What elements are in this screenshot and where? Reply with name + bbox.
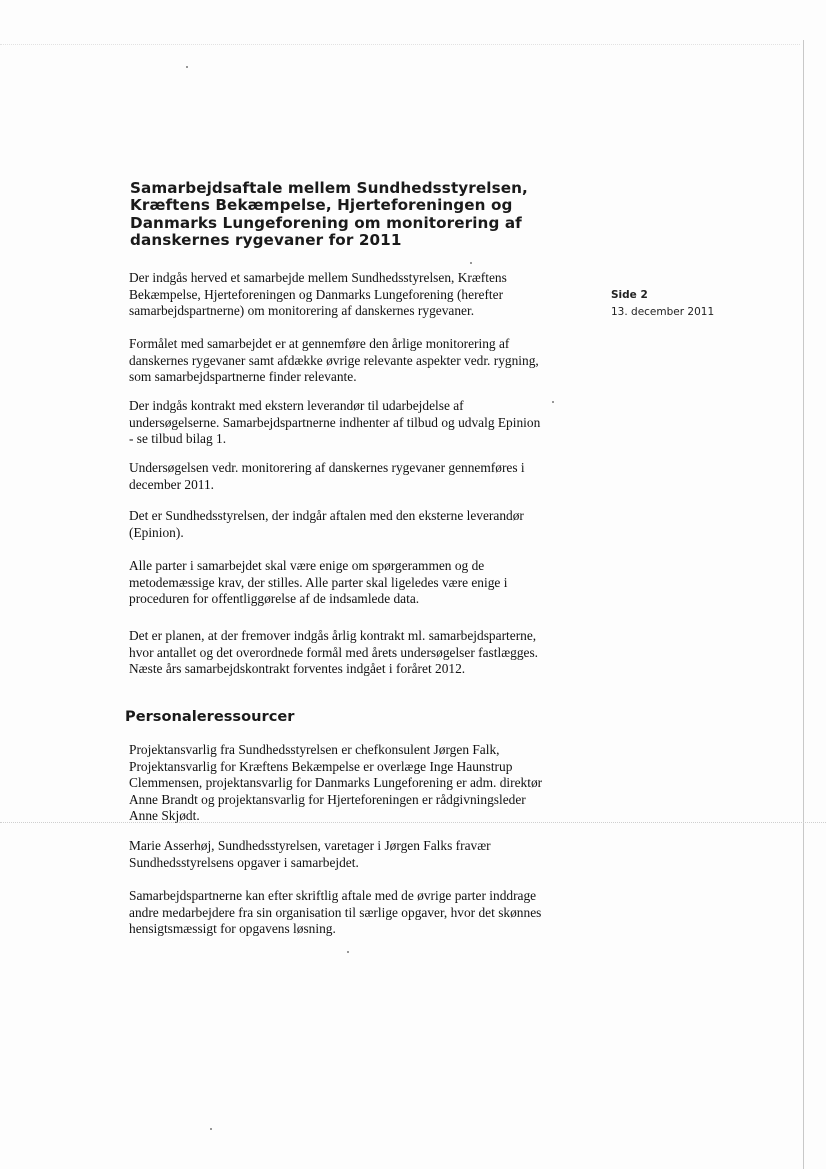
paragraph-parties: Alle parter i samarbejdet skal være enige om spørgerammen og de metodemæssige krav, der stilles. Alle parter skal ligeledes være enige i proceduren for offentliggørelse af de indsamlede data. [129,558,508,607]
scan-artifact-top [0,44,800,46]
paragraph-contract: Der indgås kontrakt med ekstern leverandør til udarbejdelse af undersøgelserne. Samarbejdspartnerne indhenter af tilbud og udvalg Epinion - se tilbud bilag 1. [129,398,541,447]
paragraph-staff: Samarbejdspartnerne kan efter skriftlig aftale med de øvrige parter inddrage andre medarbejdere fra sin organisation til særlige opgaver, hvor det skønnes hensigtsmæssigt for opgavens løsning. [129,888,542,937]
paragraph-substitute: Marie Asserhøj, Sundhedsstyrelsen, varetager i Jørgen Falks fravær Sundhedsstyrelsens opgaver i samarbejdet. [129,838,491,870]
scan-speck [210,1128,212,1130]
page-edge-line [803,40,804,1169]
paragraph-plan: Det er planen, at der fremover indgås årlig kontrakt ml. samarbejdsparterne, hvor antallet og det overordnede formål med årets undersøgelser fastlægges. Næste års samarbejdskontrakt forventes indgået i foråret 2012. [129,628,539,677]
paragraph-intro: Der indgås herved et samarbejde mellem Sundhedsstyrelsen, Kræftens Bekæmpelse, Hjerteforeningen og Danmarks Lungeforening (herefter samarbejdspartnerne) om monitorering af danskernes rygevaner. [129,270,507,319]
paragraph-timing: Undersøgelsen vedr. monitorering af danskernes rygevaner gennemføres i december 2011. [129,460,525,492]
page-number: Side 2 [611,289,648,301]
scan-speck [470,262,472,264]
document-title: Samarbejdsaftale mellem Sundhedsstyrelsen, Kræftens Bekæmpelse, Hjerteforeningen og Danmarks Lungeforening om monitorering af danskernes rygevaner for 2011 [130,179,528,250]
scan-speck [186,66,188,68]
paragraph-purpose: Formålet med samarbejdet er at gennemføre den årlige monitorering af danskernes rygevaner samt afdække øvrige relevante aspekter vedr. rygning, som samarbejdspartnerne finder relevante. [129,336,539,385]
page-meta [611,287,714,321]
paragraph-project-leads: Projektansvarlig fra Sundhedsstyrelsen er chefkonsulent Jørgen Falk, Projektansvarlig for Kræftens Bekæmpelse er overlæge Inge Haunstrup Clemmensen, projektansvarlig for Danmarks Lungeforening er adm. direktør Anne Brandt og projektansvarlig for Hjerteforeningen er rådgivningsleder Anne Skjødt. [129,742,543,824]
scan-speck [347,951,349,953]
document-date: 13. december 2011 [611,306,715,318]
paragraph-agreement: Det er Sundhedsstyrelsen, der indgår aftalen med den eksterne leverandør (Epinion). [129,508,524,540]
section-heading-personnel: Personaleressourcer [125,708,295,725]
